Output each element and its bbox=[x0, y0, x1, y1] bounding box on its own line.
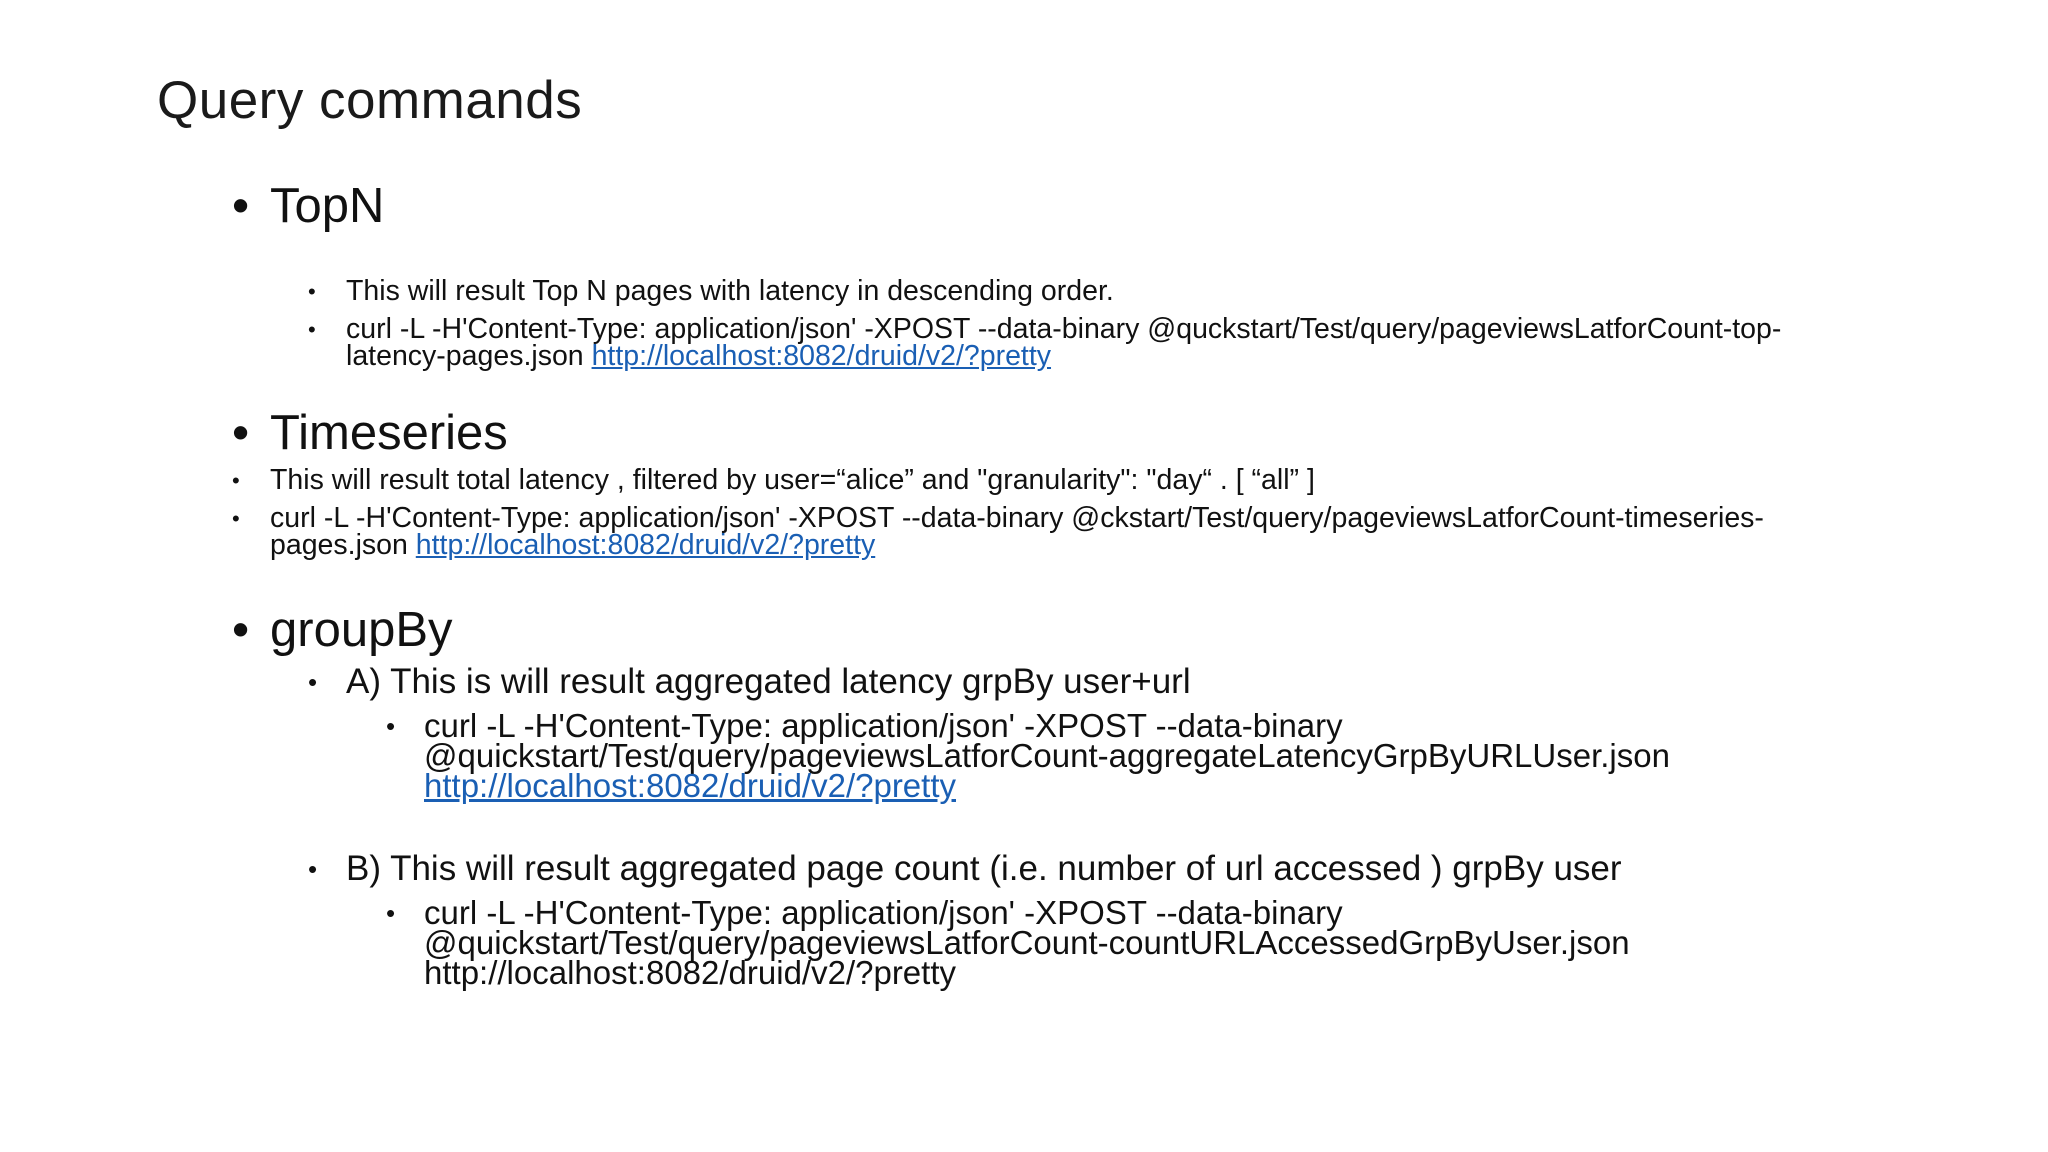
bullet-icon: • bbox=[308, 317, 316, 342]
groupby-a-label: A) This is will result aggregated latency grpBy user+url bbox=[346, 662, 1191, 701]
section-heading-groupby: groupBy bbox=[270, 603, 453, 657]
bullet-icon: • bbox=[232, 468, 240, 493]
topn-curl-line1: curl -L -H'Content-Type: application/json' -XPOST --data-binary @quckstart/Test/query/pageviewsLatforCount-top- bbox=[346, 313, 1782, 345]
bullet-icon: • bbox=[386, 711, 396, 741]
list-item bbox=[386, 707, 1670, 804]
bullet-icon: • bbox=[386, 898, 396, 928]
groupby-b-label: B) This will result aggregated page count (i.e. number of url accessed ) grpBy user bbox=[346, 849, 1622, 888]
groupby-a-curl-line2: @quickstart/Test/query/pageviewsLatforCount-aggregateLatencyGrpByURLUser.json bbox=[424, 737, 1670, 774]
section-heading-timeseries: Timeseries bbox=[270, 406, 508, 460]
slide-title: Query commands bbox=[157, 71, 583, 130]
topn-druid-link[interactable]: http://localhost:8082/druid/v2/?pretty bbox=[591, 340, 1052, 372]
bullet-icon: • bbox=[232, 179, 250, 233]
topn-description: This will result Top N pages with latency in descending order. bbox=[346, 275, 1114, 307]
list-item bbox=[308, 849, 1622, 888]
list-item bbox=[386, 894, 1630, 991]
bullet-icon: • bbox=[232, 406, 250, 460]
groupby-b-curl-line1: curl -L -H'Content-Type: application/json' -XPOST --data-binary bbox=[424, 894, 1343, 931]
groupby-b-curl-line2: @quickstart/Test/query/pageviewsLatforCount-countURLAccessedGrpByUser.json bbox=[424, 924, 1630, 961]
groupby-a-druid-link[interactable]: http://localhost:8082/druid/v2/?pretty bbox=[424, 767, 956, 804]
topn-curl-line2: latency-pages.json bbox=[346, 340, 592, 372]
section-heading-topn: TopN bbox=[270, 179, 385, 233]
list-item bbox=[232, 464, 1315, 496]
list-item bbox=[308, 662, 1191, 701]
bullet-icon: • bbox=[232, 506, 240, 531]
list-item bbox=[308, 275, 1114, 307]
section-topn bbox=[232, 178, 384, 234]
groupby-a-curl-line1: curl -L -H'Content-Type: application/json' -XPOST --data-binary bbox=[424, 707, 1343, 744]
section-groupby bbox=[232, 602, 453, 658]
bullet-icon: • bbox=[308, 279, 316, 304]
groupby-b-curl-line3: http://localhost:8082/druid/v2/?pretty bbox=[424, 954, 956, 991]
timeseries-druid-link[interactable]: http://localhost:8082/druid/v2/?pretty bbox=[415, 529, 876, 561]
list-item bbox=[308, 313, 1782, 372]
timeseries-curl-line2: pages.json bbox=[270, 529, 416, 561]
bullet-icon: • bbox=[308, 854, 318, 884]
list-item bbox=[232, 502, 1764, 561]
bullet-icon: • bbox=[232, 603, 250, 657]
section-timeseries bbox=[232, 405, 508, 461]
timeseries-curl-line1: curl -L -H'Content-Type: application/json' -XPOST --data-binary @ckstart/Test/query/pageviewsLatforCount-timeseries- bbox=[270, 502, 1764, 534]
bullet-icon: • bbox=[308, 667, 318, 697]
timeseries-description: This will result total latency , filtered by user=“alice” and "granularity": "day“ . [ “all” ] bbox=[270, 464, 1315, 496]
